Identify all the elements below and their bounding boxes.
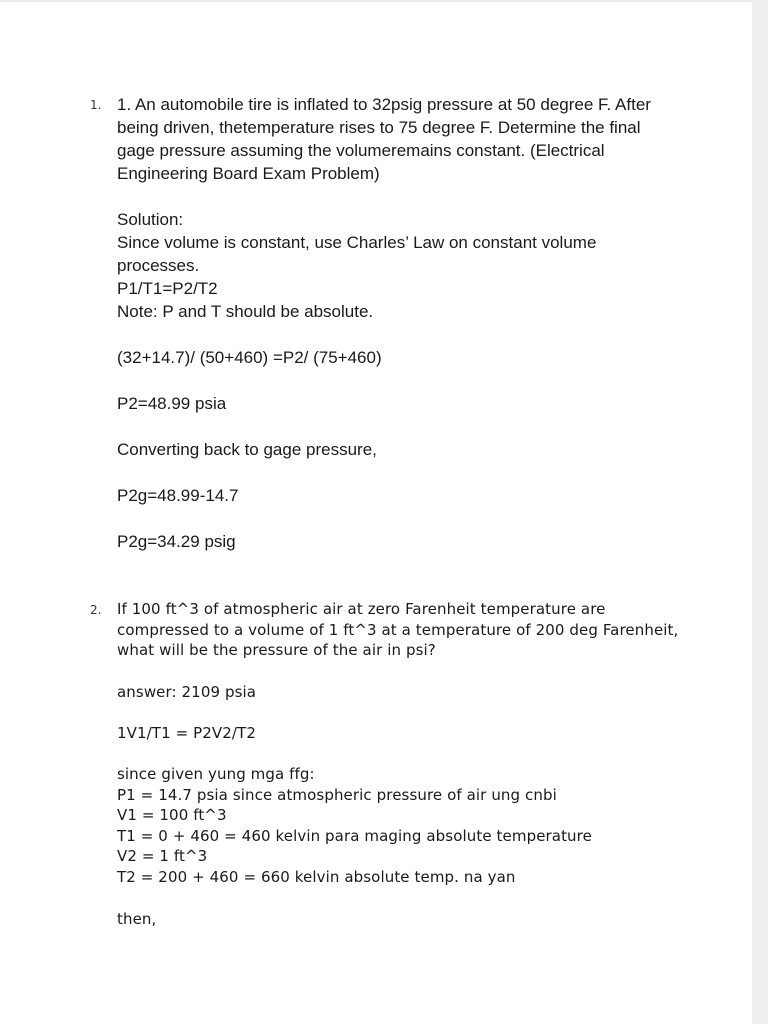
given-line: T1 = 0 + 460 = 460 kelvin para maging absolute temperature bbox=[117, 826, 592, 845]
question-line: gage pressure assuming the volumeremains constant. (Electrical bbox=[117, 141, 605, 160]
problem-1-p2g-result: P2g=34.29 psig bbox=[117, 532, 236, 551]
solution-formula: P1/T1=P2/T2 bbox=[117, 279, 218, 298]
solution-heading: Solution: bbox=[117, 210, 184, 229]
problem-2-question bbox=[117, 599, 717, 661]
solution-note: Note: P and T should be absolute. bbox=[117, 302, 374, 321]
problem-2-then: then, bbox=[117, 910, 157, 928]
solution-line: processes. bbox=[117, 256, 200, 275]
problem-1-equation: (32+14.7)/ (50+460) =P2/ (75+460) bbox=[117, 348, 382, 367]
problem-1-converting: Converting back to gage pressure, bbox=[117, 440, 377, 459]
problem-2-formula: 1V1/T1 = P2V2/T2 bbox=[117, 724, 256, 742]
problem-1-solution bbox=[117, 208, 717, 323]
scrollbar-track[interactable] bbox=[752, 0, 768, 1024]
given-line: T2 = 200 + 460 = 660 kelvin absolute temp. na yan bbox=[117, 867, 516, 886]
problem-1-question bbox=[117, 93, 717, 185]
question-line: compressed to a volume of 1 ft^3 at a temperature of 200 deg Farenheit, bbox=[117, 620, 679, 639]
problem-2-answer: answer: 2109 psia bbox=[117, 683, 257, 701]
problem-1-p2: P2=48.99 psia bbox=[117, 394, 227, 413]
given-heading: since given yung mga ffg: bbox=[117, 765, 315, 783]
solution-line: Since volume is constant, use Charles’ Law on constant volume bbox=[117, 233, 597, 252]
question-line: 1. An automobile tire is inflated to 32psig pressure at 50 degree F. After bbox=[117, 95, 651, 114]
given-line: P1 = 14.7 psia since atmospheric pressure of air ung cnbi bbox=[117, 785, 557, 804]
list-number-1: 1. bbox=[90, 98, 102, 112]
question-line: Engineering Board Exam Problem) bbox=[117, 164, 380, 183]
list-number-2: 2. bbox=[90, 603, 102, 617]
question-line: If 100 ft^3 of atmospheric air at zero Farenheit temperature are bbox=[117, 600, 606, 618]
question-line: what will be the pressure of the air in psi? bbox=[117, 641, 436, 659]
given-line: V2 = 1 ft^3 bbox=[117, 847, 208, 865]
question-line: being driven, thetemperature rises to 75 degree F. Determine the final bbox=[117, 118, 641, 137]
problem-1-p2g-calc: P2g=48.99-14.7 bbox=[117, 486, 239, 505]
problem-2-givens bbox=[117, 764, 717, 887]
given-line: V1 = 100 ft^3 bbox=[117, 806, 227, 824]
